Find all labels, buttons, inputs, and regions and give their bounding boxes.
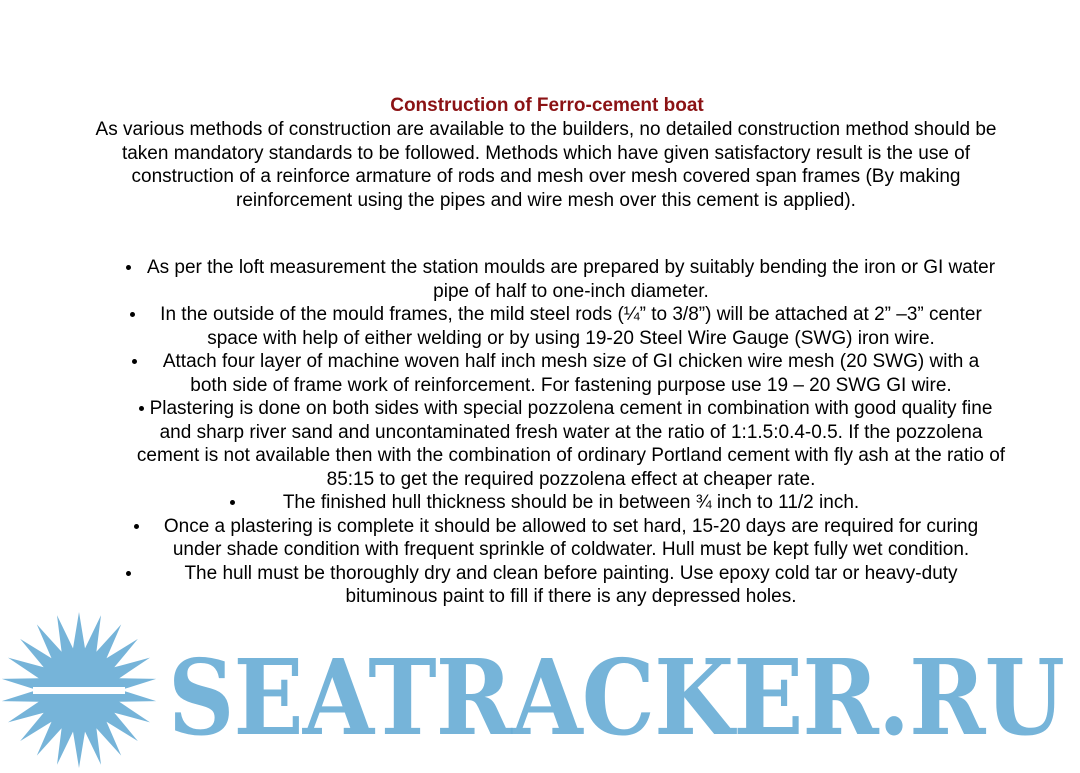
watermark-logo [0,612,1080,773]
sun-icon [2,612,156,768]
list-item-text: Once a plastering is complete it should be allowed to set hard, 15-20 days are required for curing under shade condition with frequent sprinkle of coldwater. Hull must be kept fully wet condition. [163,515,979,560]
list-item-text: Attach four layer of machine woven half inch mesh size of GI chicken wire mesh (20 SWG) with a both side of frame work of reinforcement. For fastening purpose use 19 – 20 SWG GI wire. [162,351,980,396]
sun-rays [2,612,156,768]
bullet-icon [139,406,144,411]
sun-horizon [33,687,125,694]
watermark-text: SEATRACKER.RU [168,636,1064,759]
list-item-text: As per the loft measurement the station moulds are prepared by suitably bending the iron or GI water pipe of half to one-inch diameter. [146,257,996,302]
list-item [142,562,1000,609]
list-item [142,515,1000,562]
bullet-icon [130,312,135,317]
list-item-text: Plastering is done on both sides with special pozzolena cement in combination with good quality fine and sharp river sand and uncontaminated fresh water at the ratio of 1:1.5:0.4-0.5. If the pozzolena cement is not available then with the combination of ordinary Portland cement with fly ash at the ratio of 85:15 to get the required pozzolena effect at cheaper rate. [136,398,1006,490]
list-item [142,256,1000,303]
bullet-icon [230,500,235,505]
document-title: Construction of Ferro-cement boat [390,95,704,116]
bullet-icon [126,571,131,576]
list-item-text: The finished hull thickness should be in between ¾ inch to 11/2 inch. [282,492,860,513]
bullet-list [0,256,1080,609]
bullet-icon [134,524,139,529]
intro-paragraph: As various methods of construction are available to the builders, no detailed construction method should be taken mandatory standards to be followed. Methods which have given satisfactory result is the use of construction of a reinforce armature of rods and mesh over mesh covered span frames (By making reinforcement using the pipes and wire mesh over this cement is applied). [95,119,997,211]
list-item [136,397,1006,491]
list-item [136,303,1006,350]
bullet-icon [126,265,131,270]
list-item-text: The hull must be thoroughly dry and clean before painting. Use epoxy cold tar or heavy-duty bituminous paint to fill if there is any depressed holes. [184,562,958,607]
list-item [142,491,1000,515]
list-item [142,350,1000,397]
list-item-text: In the outside of the mould frames, the mild steel rods (¼” to 3/8”) will be attached at 2” –3” center space with help of either welding or by using 19-20 Steel Wire Gauge (SWG) iron wire. [160,304,982,349]
bullet-icon [132,359,137,364]
